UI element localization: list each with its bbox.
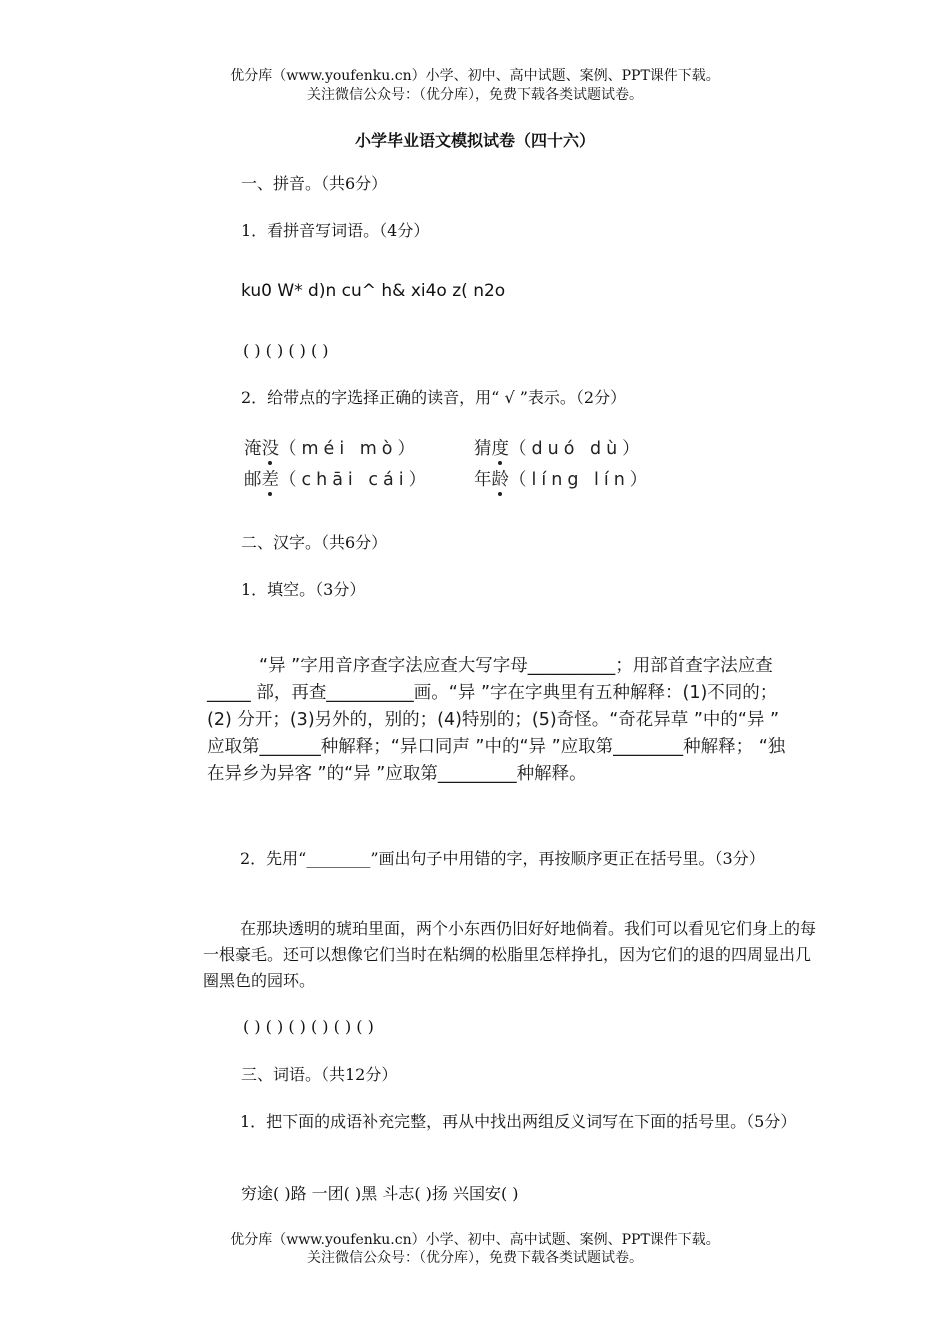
word-char: 年 (474, 470, 492, 490)
question-1-2-label: 2．给带点的字选择正确的读音，用“ √ ”表示。（2分） (241, 388, 627, 407)
reading-options: （líng lín） (509, 470, 653, 490)
dotted-char: 没 (261, 439, 279, 459)
dotted-char: 差 (261, 470, 279, 490)
correction-passage: 在那块透明的琥珀里面，两个小东西仍旧好好地倘着。我们可以看见它们身上的每一根豪毛。还可以想像它们当时在粘绸的松脂里怎样挣扎，因为它们的退的四周显出几圈黑色的园环。 (203, 919, 817, 990)
footer-line-1: 优分库（www.youfenku.cn）小学、初中、高中试题、案例、PPT课件下载。 (230, 1232, 720, 1248)
fill-in-passage: “异 ”字用音序查字法应查大写字母__________；用部首查字法应查_____ 部，再查__________画。“异 ”字在字典里有五种解释：(1)不同的；(2) 分开；(3)另外的，别的；(4)特别的；(5)奇怪。“奇花异草 ”中的“异 ” 应取第_______种解释；“异口同声 ”中的“异 ”应取第________种解释； “独在异乡为异客 ”的“异 ”应取第_________种解释。 (207, 656, 786, 784)
section-3-heading: 三、词语。（共12分） (241, 1065, 398, 1084)
reading-options: （chāi cái） (279, 470, 432, 490)
reading-item-2 (474, 435, 645, 460)
question-2-1-label: 1．填空。（3分） (241, 580, 366, 599)
answer-blanks-2: ( ) ( ) ( ) ( ) ( ) ( ) (243, 1017, 374, 1036)
reading-item-3 (244, 466, 431, 491)
footer-line-2: 关注微信公众号：（优分库），免费下载各类试题试卷。 (307, 1250, 643, 1266)
reading-item-1 (244, 435, 420, 460)
word-char: 猜 (474, 439, 492, 459)
idiom-line: 穷途( )路 一团( )黑 斗志( )扬 兴国安( ) (241, 1184, 519, 1203)
section-1-heading: 一、拼音。（共6分） (241, 174, 388, 193)
reading-item-4 (474, 466, 652, 491)
pinyin-line: ku0 W* d)n cu^ h& xi4o z( n2o (241, 281, 506, 301)
word-char: 淹 (244, 439, 262, 459)
question-3-1-label: 1．把下面的成语补充完整，再从中找出两组反义词写在下面的括号里。（5分） (240, 1112, 797, 1131)
answer-blanks-1: ( ) ( ) ( ) ( ) (243, 341, 329, 360)
question-2-2-label: 2．先用“________”画出句子中用错的字，再按顺序更正在括号里。（3分） (240, 849, 765, 868)
header-line-1: 优分库（www.youfenku.cn）小学、初中、高中试题、案例、PPT课件下载。 (230, 68, 720, 84)
page-title: 小学毕业语文模拟试卷（四十六） (354, 131, 595, 150)
reading-options: （duó dù） (509, 439, 645, 459)
word-char: 邮 (244, 470, 262, 490)
reading-options: （méi mò） (279, 439, 420, 459)
question-1-1-label: 1．看拼音写词语。（4分） (241, 221, 430, 240)
dotted-char: 龄 (491, 470, 509, 490)
dotted-char: 度 (491, 439, 509, 459)
header-line-2: 关注微信公众号：（优分库），免费下载各类试题试卷。 (307, 87, 643, 103)
section-2-heading: 二、汉字。（共6分） (241, 533, 388, 552)
